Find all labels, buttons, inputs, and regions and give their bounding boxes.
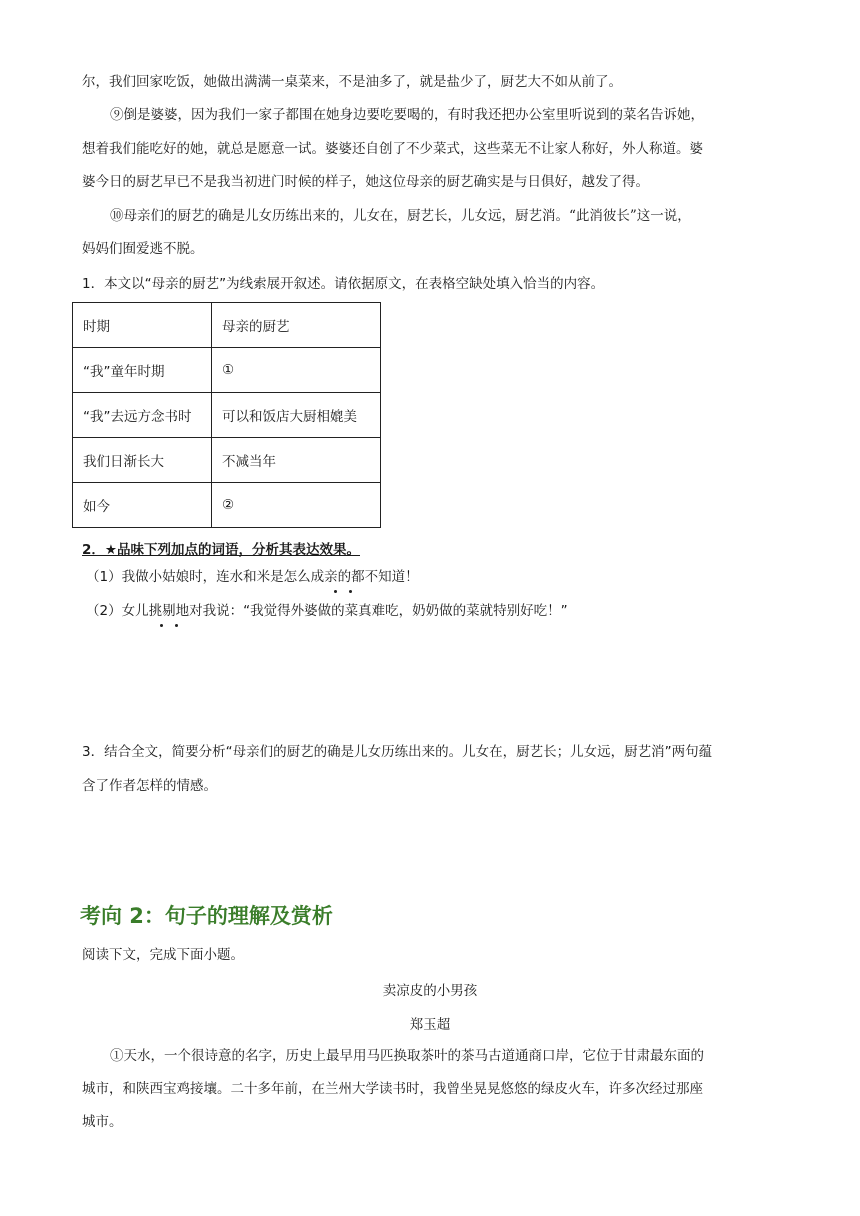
table-row <box>73 438 381 483</box>
article-paragraph-line: 城市。 <box>82 1114 123 1130</box>
article-title: 卖凉皮的小男孩 <box>382 983 478 999</box>
question-2-item-2: （2）女儿挑剔地对我说：“我觉得外婆做的菜真难吃，奶奶做的菜就特别好吃！” <box>86 603 568 619</box>
emphasis-dot <box>175 624 178 627</box>
table-header-cell: 母亲的厨艺 <box>212 303 381 348</box>
table-row <box>73 483 381 528</box>
question-2-title: 2．★品味下列加点的词语，分析其表达效果。 <box>82 542 360 558</box>
table-header-cell: 时期 <box>73 303 212 348</box>
table-cell-blank-1[interactable]: ① <box>212 348 381 393</box>
question-3-line: 含了作者怎样的情感。 <box>82 778 217 794</box>
table-cell: 如今 <box>73 483 212 528</box>
paragraph-9-line: ⑨倒是婆婆，因为我们一家子都围在她身边要吃要喝的，有时我还把办公室里听说到的菜名告诉她， <box>110 107 704 123</box>
question-3-line: 3．结合全文，简要分析“母亲们的厨艺的确是儿女历练出来的。儿女在，厨艺长；儿女远，厨艺消”两句蕴 <box>82 744 713 760</box>
table-row <box>73 393 381 438</box>
article-author: 郑玉超 <box>409 1017 451 1033</box>
table-cell: 可以和饭店大厨相媲美 <box>212 393 381 438</box>
emphasis-dot <box>160 624 163 627</box>
table-row <box>73 348 381 393</box>
table-header-row <box>73 303 381 348</box>
article-paragraph-line: 城市，和陕西宝鸡接壤。二十多年前，在兰州大学读书时，我曾坐晃晃悠悠的绿皮火车，许多次经过那座 <box>82 1081 703 1097</box>
table-cell-blank-2[interactable]: ② <box>212 483 381 528</box>
table-cell: “我”童年时期 <box>73 348 212 393</box>
paragraph-10-line: ⑩母亲们的厨艺的确是儿女历练出来的，儿女在，厨艺长，儿女远，厨艺消。“此消彼长”这一说， <box>110 208 691 224</box>
answer-table <box>72 302 381 528</box>
question-1-text: 1．本文以“母亲的厨艺”为线索展开叙述。请依据原文，在表格空缺处填入恰当的内容。 <box>82 276 605 292</box>
question-2-item-1: （1）我做小姑娘时，连水和米是怎么成亲的都不知道！ <box>86 569 419 585</box>
section-heading: 考向 2：句子的理解及赏析 <box>80 904 333 928</box>
table-cell: 我们日渐长大 <box>73 438 212 483</box>
table-cell: “我”去远方念书时 <box>73 393 212 438</box>
reading-instruction: 阅读下文，完成下面小题。 <box>82 947 244 963</box>
paragraph-line: 尔，我们回家吃饭，她做出满满一桌菜来，不是油多了，就是盐少了，厨艺大不如从前了。 <box>82 74 622 90</box>
emphasis-dot <box>349 590 352 593</box>
table-cell: 不减当年 <box>212 438 381 483</box>
paragraph-9-line: 想着我们能吃好的她，就总是愿意一试。婆婆还自创了不少菜式，这些菜无不让家人称好，外人称道。婆 <box>82 141 703 157</box>
article-paragraph-line: ①天水，一个很诗意的名字，历史上最早用马匹换取茶叶的茶马古道通商口岸，它位于甘肃最东面的 <box>110 1048 704 1064</box>
paragraph-9-line: 婆今日的厨艺早已不是我当初进门时候的样子，她这位母亲的厨艺确实是与日俱好，越发了得。 <box>82 174 649 190</box>
paragraph-10-line: 妈妈们囿爱逃不脱。 <box>82 241 204 257</box>
emphasis-dot <box>334 590 337 593</box>
